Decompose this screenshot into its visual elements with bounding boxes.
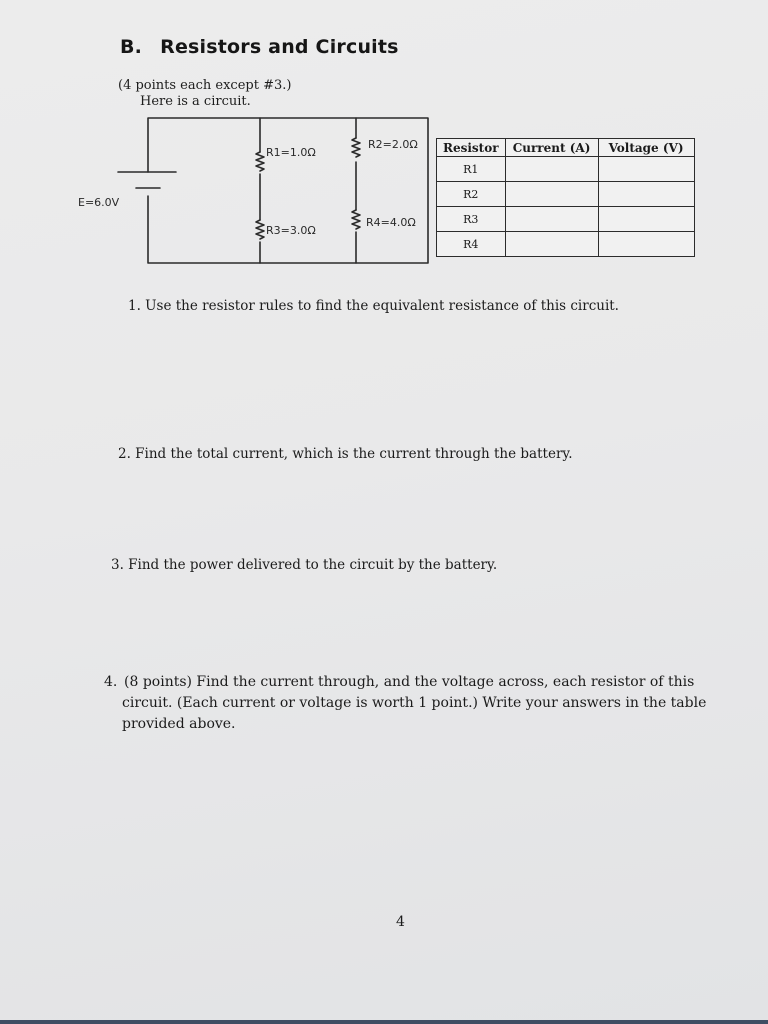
section-title: Resistors and Circuits bbox=[160, 36, 399, 58]
header-current: Current (A) bbox=[505, 139, 598, 157]
voltage-cell[interactable] bbox=[598, 232, 694, 257]
header-resistor: Resistor bbox=[437, 139, 506, 157]
resistor-name: R4 bbox=[437, 232, 506, 257]
section-letter: B. bbox=[120, 36, 143, 58]
header-voltage: Voltage (V) bbox=[598, 139, 694, 157]
r2-label: R2=2.0Ω bbox=[368, 138, 418, 151]
points-note: (4 points each except #3.) bbox=[118, 78, 292, 93]
question-2: 2. Find the total current, which is the current through the battery. bbox=[118, 446, 573, 462]
emf-label: E=6.0V bbox=[78, 196, 120, 209]
question-3: 3. Find the power delivered to the circuit by the battery. bbox=[111, 557, 498, 573]
voltage-cell[interactable] bbox=[598, 157, 694, 182]
question-4-line-1: (8 points) Find the current through, and the voltage across, each resistor of this bbox=[124, 674, 695, 690]
table-row bbox=[437, 182, 695, 207]
intro-text: Here is a circuit. bbox=[140, 94, 251, 109]
current-cell[interactable] bbox=[505, 157, 598, 182]
circuit-diagram bbox=[70, 108, 440, 283]
table-header-row bbox=[437, 139, 695, 157]
table-row bbox=[437, 157, 695, 182]
r4-label: R4=4.0Ω bbox=[366, 216, 416, 229]
resistor-r2-symbol bbox=[352, 138, 360, 157]
question-4-line-2: circuit. (Each current or voltage is worth 1 point.) Write your answers in the table bbox=[122, 695, 707, 711]
question-4-number: 4. bbox=[104, 674, 118, 690]
current-cell[interactable] bbox=[505, 207, 598, 232]
resistor-r3-symbol bbox=[256, 220, 264, 239]
resistor-r4-symbol bbox=[352, 210, 360, 229]
resistor-name: R3 bbox=[437, 207, 506, 232]
resistor-r1-symbol bbox=[256, 152, 264, 171]
page-number: 4 bbox=[396, 914, 405, 930]
current-cell[interactable] bbox=[505, 182, 598, 207]
question-1: 1. Use the resistor rules to find the equivalent resistance of this circuit. bbox=[128, 298, 619, 314]
question-4 bbox=[104, 672, 734, 735]
section-heading bbox=[120, 36, 399, 58]
voltage-cell[interactable] bbox=[598, 182, 694, 207]
table-row bbox=[437, 207, 695, 232]
resistor-name: R2 bbox=[437, 182, 506, 207]
table-row bbox=[437, 232, 695, 257]
r3-label: R3=3.0Ω bbox=[266, 224, 316, 237]
voltage-cell[interactable] bbox=[598, 207, 694, 232]
resistor-table bbox=[436, 138, 695, 257]
resistor-name: R1 bbox=[437, 157, 506, 182]
current-cell[interactable] bbox=[505, 232, 598, 257]
r1-label: R1=1.0Ω bbox=[266, 146, 316, 159]
question-4-line-3: provided above. bbox=[122, 716, 236, 732]
